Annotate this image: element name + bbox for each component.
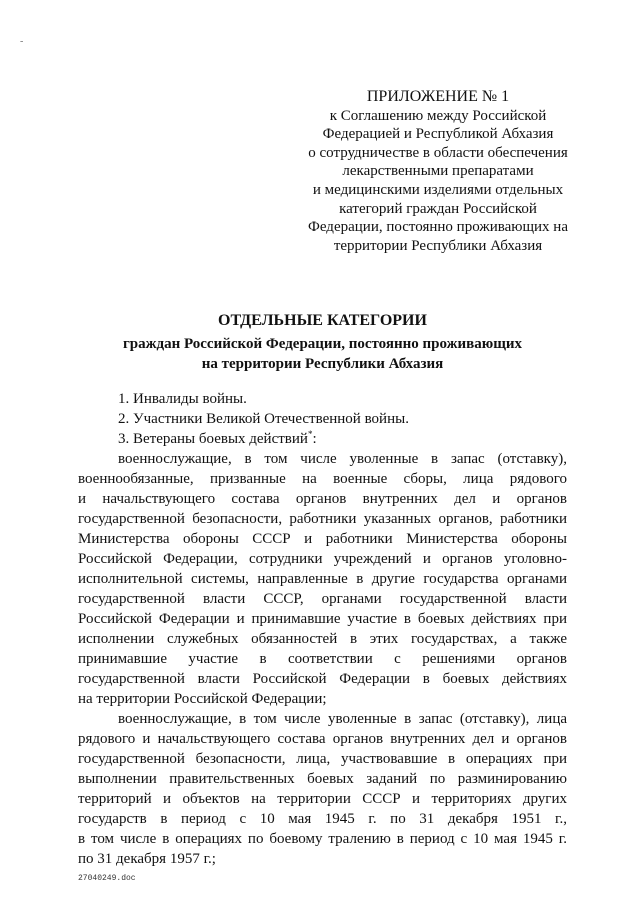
footnote-mark: * [307,429,313,439]
paragraph-line: исполнении служебных обязанностей в этих государствах, а также [78,631,567,647]
list-item: 1. Инвалиды войны. [118,391,247,407]
paragraph-line: военнослужащие, в том числе уволенные в запас (отставку), лица [118,711,567,727]
subtitle-line: на территории Республики Абхазия [201,356,444,372]
appendix-line: Федерацией и Республикой Абхазия [322,126,554,143]
item-text: 3. Ветераны боевых действий [118,431,308,447]
list-item [78,429,567,449]
paragraph-line: на территории Российской Федерации; [78,691,327,707]
document-body [78,389,567,869]
paragraph-line: государственной власти СССР, органами государственной власти [78,591,567,607]
paragraph-line: военнообязанные, призванные на военные сборы, лица рядового [78,471,567,487]
paragraph-line: рядового и начальствующего состава органов внутренних дел и органов [78,731,567,747]
paragraph-military [78,449,567,709]
list-item: 2. Участники Великой Отечественной войны. [118,411,409,427]
document-subtitle [80,334,565,374]
paragraph-line: военнослужащие, в том числе уволенные в запас (отставку), [118,451,567,467]
appendix-line: территории Республики Абхазия [333,237,543,254]
appendix-line: Федерации, постоянно проживающих на [308,219,568,236]
paragraph-line: по 31 декабря 1957 г.; [78,851,216,867]
appendix-line: лекарственными препаратами [342,163,534,180]
paragraph-line: государственной власти Российской Федерации в боевых действиях [78,671,567,687]
paragraph-line: государственной безопасности, работники указанных органов, работники [78,511,567,527]
scan-mark: - [20,36,24,47]
paragraph-line: принимавшие участие в соответствии с решениями органов [78,651,567,667]
document-title: ОТДЕЛЬНЫЕ КАТЕГОРИИ [218,312,427,329]
paragraph-line: Российской Федерации и принимавшие участие в боевых действиях при [78,611,567,627]
paragraph-line: выполнении правительственных боевых заданий по разминированию [78,771,567,787]
subtitle-line: граждан Российской Федерации, постоянно проживающих [122,336,523,352]
paragraph-line: в том числе в операциях по боевому тралению в период с 10 мая 1945 г. [78,831,567,847]
paragraph-demining [78,709,567,869]
paragraph-line: Министерства обороны СССР и работники Министерства обороны [78,531,567,547]
appendix-line: и медицинскими изделиями отдельных [312,181,564,198]
paragraph-line: территорий и объектов на территории СССР и территориях других [78,791,567,807]
paragraph-line: государственной безопасности, лица, участвовавшие в операциях при [78,751,567,767]
paragraph-line: исполнительной системы, направленные в другие государства органами [78,571,567,587]
appendix-line: категорий граждан Российской [339,200,537,217]
paragraph-line: и начальствующего состава органов внутренних дел и органов [78,491,567,507]
paragraph-line: государств в период с 10 мая 1945 г. по 31 декабря 1951 г., [78,811,567,827]
appendix-block [288,88,588,255]
item-colon: : [312,431,317,447]
footer-filename: 27040249.doc [78,874,136,883]
paragraph-line: Российской Федерации, сотрудники учреждений и органов уголовно- [78,551,567,567]
appendix-line: к Соглашению между Российской [329,107,547,124]
appendix-line: о сотрудничестве в области обеспечения [308,144,568,161]
appendix-title: ПРИЛОЖЕНИЕ № 1 [366,88,510,105]
